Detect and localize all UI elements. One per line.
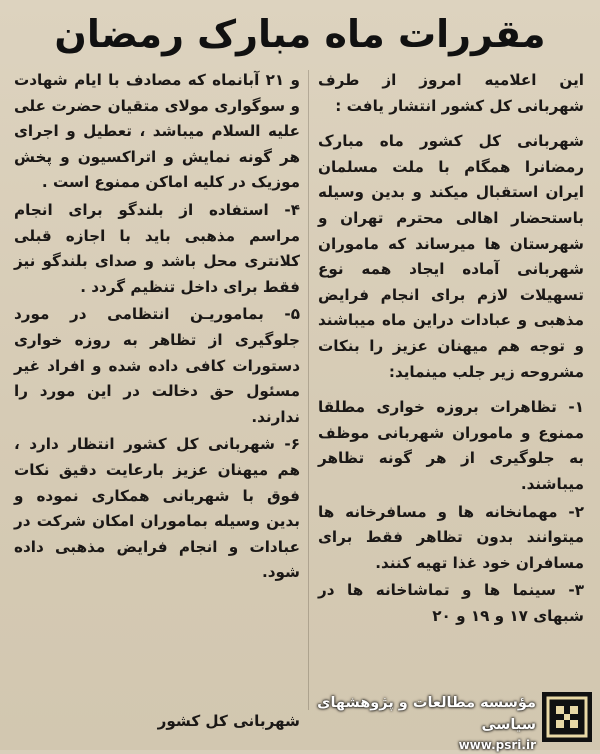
- column-divider: [308, 70, 309, 710]
- watermark-name: مؤسسه مطالعات و پژوهشهای سیاسی: [317, 695, 536, 733]
- paragraph-intro: این اعلامیه امروز از طرف شهربانی کل کشور انتشار یافت :: [318, 71, 584, 115]
- left-column: [14, 68, 300, 586]
- paragraph-item-5: ۵- بماموریـن انتظامی در مورد جلوگیری از تظاهر به روزه خواری دستورات کافی داده شده و افراد غیر مسئول حق دخالت در این مورد را ندارند.: [14, 305, 300, 426]
- paragraph-body: شهربانی کل کشور ماه مبارک رمضانرا همگام با ملت مسلمان ایران استقبال میکند و بدین وسیله باستحضار اهالی محترم تهران و شهرستان ها میرساند که ماموران شهربانی آماده ایجاد همه نوع تسهیلات لازم برای انجام فرایض مذهبی و عبادات دراین ماه میباشند و توجه هم میهنان عزیز را بنکات مشروحه زیر جلب مینماید:: [318, 132, 584, 381]
- paragraph-item-3-continued: و ۲۱ آبانماه که مصادف با ایام شهادت و سوگواری مولای متقیان حضرت علی علیه السلام میباشد ، تعطیل و اجرای هر گونه نمایش و اتراکسیون و پخش موزیک در کلیه اماکن ممنوع است .: [14, 71, 300, 192]
- signature: شهربانی کل کشور: [157, 712, 300, 730]
- paragraph-item-2: ۲- مهمانخانه ها و مسافرخانه ها میتوانند بدون تظاهر فقط برای مسافران خود غذا تهیه کنند.: [318, 502, 584, 572]
- right-column: [318, 68, 584, 629]
- paragraph-item-1: ۱- تظاهرات بروزه خواری مطلقا ممنوع و ماموران شهربانی موظف به جلوگیری از هر گونه تظاهر میباشند.: [318, 398, 584, 493]
- headline: مقررات ماه مبارک رمضان: [54, 12, 546, 56]
- paragraph-item-6: ۶- شهربانی کل کشور انتظار دارد ، هم میهنان عزیز بارعایت دقیق نکات فوق با شهربانی همکاری نموده و بدین وسیله بماموران امکان شرکت در عبادات و انجام فرایض مذهبی داده شود.: [14, 435, 300, 582]
- paragraph-item-3: ۳- سینما ها و تماشاخانه ها در شبهای ۱۷ و ۱۹ و ۲۰: [318, 581, 584, 625]
- paragraph-item-4: ۴- استفاده از بلندگو برای انجام مراسم مذهبی باید با اجازه قبلی کلانتری محل باشد و صدای بلندگو نیز فقط برای داخل تنظیم گردد .: [14, 200, 300, 296]
- institute-logo-icon: [542, 692, 592, 742]
- watermark-url: www.psri.ir: [458, 738, 536, 752]
- watermark: [290, 692, 536, 752]
